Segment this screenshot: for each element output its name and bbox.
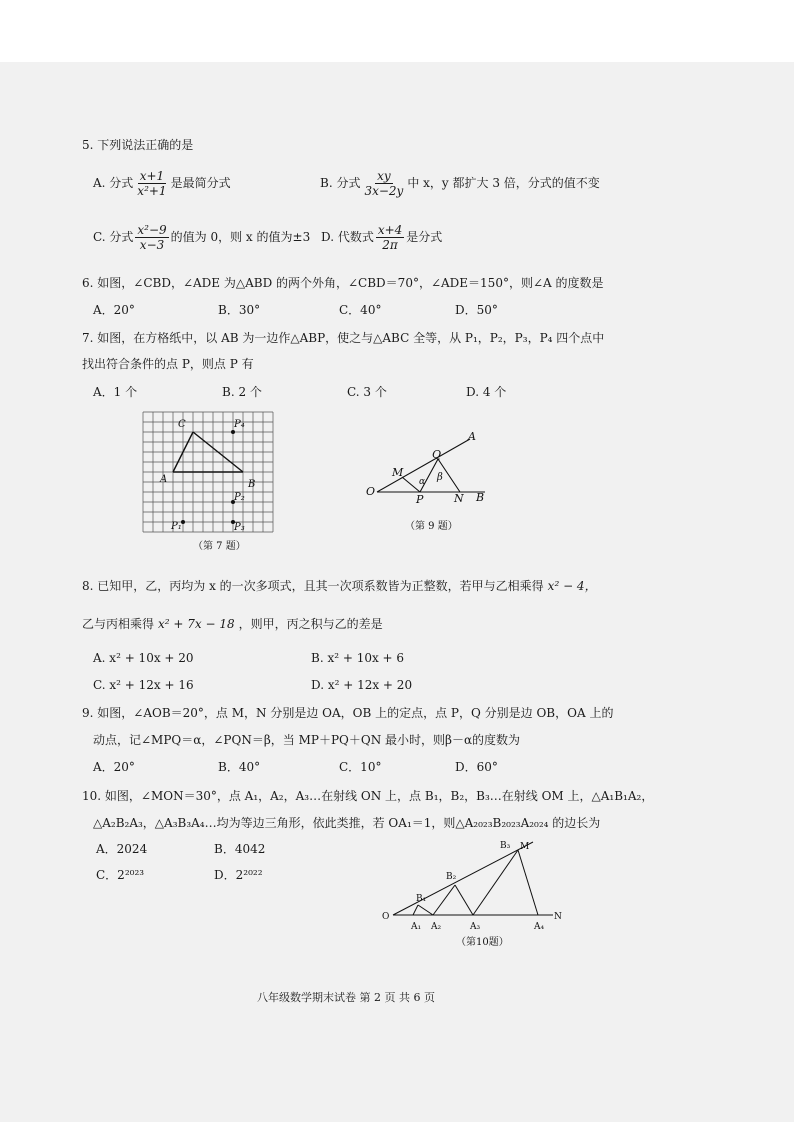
- q9-line1: 9. 如图，∠AOB＝20°，点 M，N 分别是边 OA，OB 上的定点，点 P，Q 分别是边 OB，OA 上的: [82, 706, 614, 720]
- q6-option-a: A．20°: [93, 303, 135, 317]
- label-p1: P₁: [171, 521, 182, 532]
- q8-option-a: A. x² + 10x + 20: [93, 651, 194, 665]
- label-alpha: α: [419, 477, 426, 487]
- label-p2: P₂: [234, 492, 245, 503]
- q9-option-d: D．60°: [455, 760, 498, 774]
- label-n: N: [454, 492, 464, 505]
- q5-c-fraction: $\frac{\text{x²−9}}{x-3}$: [137, 223, 167, 252]
- q5-option-b: B. 分式 $\frac{xy}{3x-2y}$ 中 x，y 都扩大 3 倍，分式的值不变: [320, 169, 600, 198]
- exam-sheet: [0, 62, 794, 1122]
- q10-option-c: C．2²⁰²³: [96, 868, 145, 882]
- label-p: P: [416, 493, 424, 506]
- label-beta: β: [437, 472, 443, 483]
- figure-9-caption: （第 9 题）: [405, 521, 458, 532]
- q8-line1: 8. 已知甲，乙，丙均为 x 的一次多项式，且其一次项系数皆为正整数，若甲与乙相乘得 x² − 4，: [82, 579, 597, 593]
- q7-option-d: D. 4 个: [466, 385, 507, 399]
- q5-option-a: A. 分式 $\frac{x+1}{\text{x²+1}}$ 是最简分式: [93, 169, 231, 198]
- q10-option-b: B．4042: [214, 842, 266, 856]
- q7-option-a: A．1 个: [93, 385, 138, 399]
- q9-option-c: C．10°: [339, 760, 382, 774]
- q8-expr2: x² + 7x − 18: [158, 617, 235, 631]
- label-a4: A₄: [534, 922, 545, 932]
- q8-option-d: D. x² + 12x + 20: [311, 678, 413, 692]
- point-p4: [231, 430, 235, 434]
- label-b3: B₃: [500, 841, 511, 851]
- label-o: O: [366, 485, 376, 498]
- q5-option-c: C. 分式 $\frac{\text{x²−9}}{x-3}$ 的值为 0，则 x 的值为±3: [93, 223, 311, 252]
- label-c: C: [178, 419, 186, 430]
- label-a2: A₂: [431, 922, 442, 932]
- q8-expr1: x² − 4，: [547, 579, 597, 593]
- q7-line2: 找出符合条件的点 P，则点 P 有: [82, 357, 254, 371]
- label-a3: A₃: [470, 922, 481, 932]
- figure-10-diagram: [378, 837, 568, 952]
- q10-option-a: A．2024: [96, 842, 148, 856]
- q5-d-fraction: $\frac{x+4}{2\pi}$: [377, 223, 403, 252]
- label-a: A: [160, 474, 168, 485]
- figure-10-caption: （第10题）: [456, 937, 509, 948]
- q5-a-fraction: $\frac{x+1}{\text{x²+1}}$: [137, 169, 167, 198]
- figure-9-diagram: [360, 422, 500, 537]
- q10-line2: △A₂B₂A₃，△A₃B₃A₄…均为等边三角形，依此类推，若 OA₁＝1，则△A₂₀₂₃B₂₀₂₃A₂₀₂₄ 的边长为: [93, 816, 601, 830]
- q8-option-b: B. x² + 10x + 6: [311, 651, 405, 665]
- page-footer: 八年级数学期末试卷 第 2 页 共 6 页: [257, 991, 435, 1004]
- q10-line1: 10. 如图，∠MON＝30°，点 A₁，A₂，A₃…在射线 ON 上，点 B₁，B₂，B₃…在射线 OM 上，△A₁B₁A₂，: [82, 789, 654, 803]
- label-p3: P₃: [234, 522, 245, 533]
- q8-line2: 乙与丙相乘得 x² + 7x − 18 ，则甲，丙之积与乙的差是: [82, 617, 383, 631]
- label-p4: P₄: [234, 419, 245, 430]
- label-b2: B₂: [446, 872, 457, 882]
- q5-stem: 5. 下列说法正确的是: [82, 138, 194, 152]
- q7-line1: 7. 如图，在方格纸中，以 AB 为一边作△ABP，使之与△ABC 全等，从 P₁，P₂，P₃，P₄ 四个点中: [82, 331, 605, 345]
- label-q: Q: [432, 448, 442, 461]
- q5-b-fraction: $\frac{xy}{3x-2y}$: [364, 169, 404, 198]
- q6-option-d: D．50°: [455, 303, 498, 317]
- q5-option-d: D. 代数式 $\frac{x+4}{2\pi}$ 是分式: [321, 223, 443, 252]
- q6-stem: 6. 如图，∠CBD，∠ADE 为△ABD 的两个外角，∠CBD＝70°，∠ADE＝150°，则∠A 的度数是: [82, 276, 604, 290]
- q9-line2: 动点，记∠MPQ＝α，∠PQN＝β，当 MP＋PQ＋QN 最小时，则β－α的度数为: [93, 733, 521, 747]
- q9-option-b: B．40°: [218, 760, 261, 774]
- label-m: M: [392, 466, 404, 479]
- label-o10: O: [382, 912, 390, 922]
- label-a1: A₁: [411, 922, 422, 932]
- label-a9: A: [468, 430, 476, 443]
- q7-option-b: B. 2 个: [222, 385, 262, 399]
- figure-7-caption: （第 7 题）: [193, 541, 246, 552]
- q6-option-b: B．30°: [218, 303, 261, 317]
- q8-option-c: C. x² + 12x + 16: [93, 678, 194, 692]
- label-b: B: [248, 479, 256, 490]
- q10-option-d: D．2²⁰²²: [214, 868, 263, 882]
- q9-option-a: A．20°: [93, 760, 135, 774]
- q7-option-c: C. 3 个: [347, 385, 387, 399]
- label-b9: B: [476, 491, 485, 504]
- figure-7-grid-diagram: [138, 407, 283, 557]
- label-m10: M: [520, 842, 530, 852]
- q6-option-c: C．40°: [339, 303, 382, 317]
- label-b1: B₁: [416, 894, 427, 904]
- label-n10: N: [554, 912, 562, 922]
